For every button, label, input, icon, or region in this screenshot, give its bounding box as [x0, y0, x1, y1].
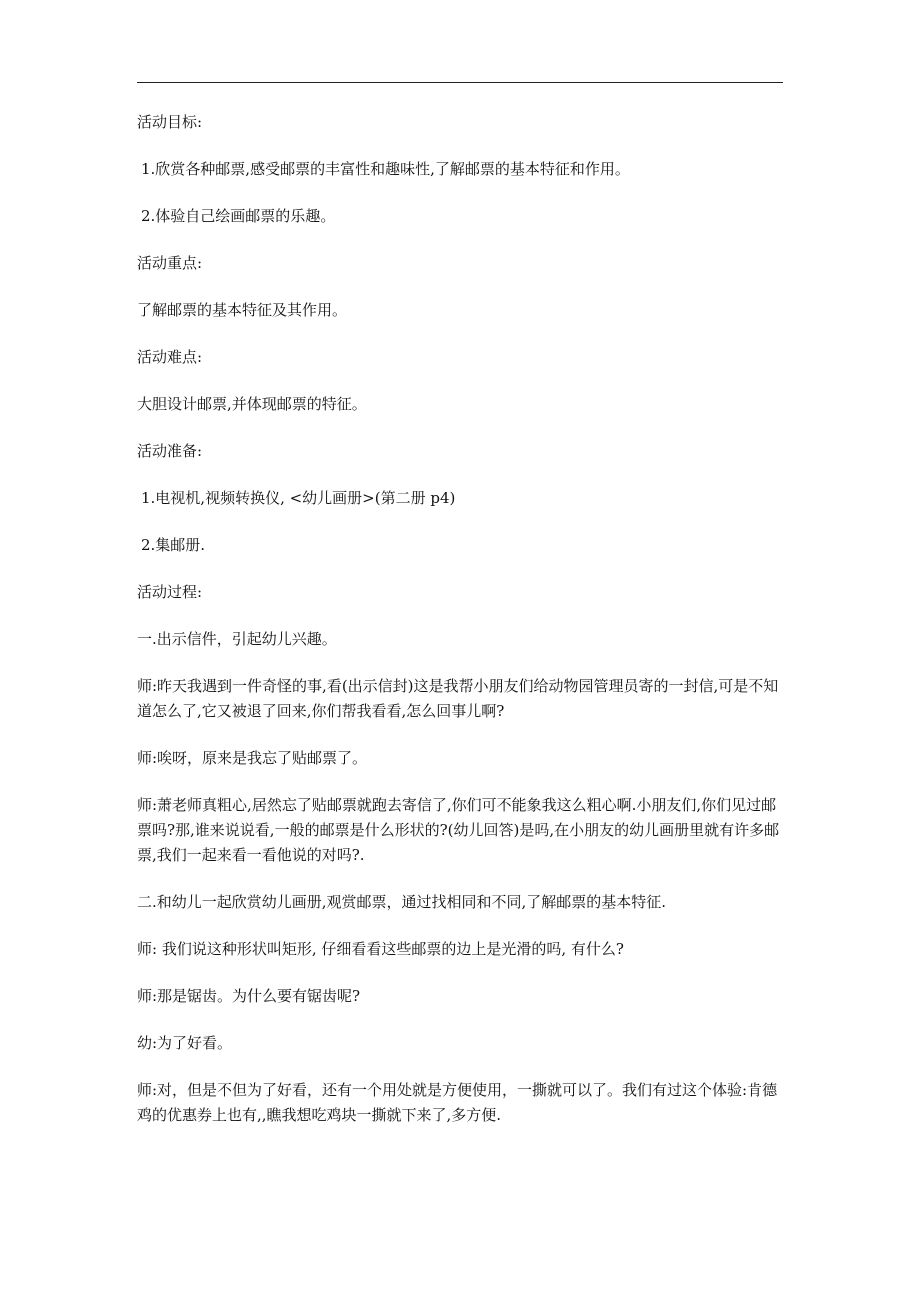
dialogue-paragraph: 师:那是锯齿。为什么要有锯齿呢? — [137, 987, 361, 1005]
heading-goals: 活动目标: — [137, 113, 203, 131]
heading-process: 活动过程: — [137, 583, 203, 601]
dialogue-paragraph: 师:萧老师真粗心,居然忘了贴邮票就跑去寄信了,你们可不能象我这么粗心啊.小朋友们,你们见过邮票吗?那,谁来说说看,一般的邮票是什么形状的?(幼儿回答)是吗,在小朋友的幼儿画册里就有许多邮票,我们一起来看一看他说的对吗?. — [137, 796, 780, 864]
goal-item-2: 2.体验自己绘画邮票的乐趣。 — [141, 207, 336, 225]
preparation-item-2: 2.集邮册. — [141, 536, 206, 554]
dialogue-paragraph: 师: 我们说这种形状叫矩形, 仔细看看这些邮票的边上是光滑的吗, 有什么? — [137, 940, 624, 958]
key-points-text: 了解邮票的基本特征及其作用。 — [137, 301, 348, 319]
dialogue-paragraph: 师:对，但是不但为了好看，还有一个用处就是方便使用，一撕就可以了。我们有过这个体验:肯德鸡的优惠券上也有,,瞧我想吃鸡块一撕就下来了,多方便. — [137, 1081, 778, 1124]
difficulty-text: 大胆设计邮票,并体现邮票的特征。 — [137, 395, 367, 413]
process-step-1: 一.出示信件，引起幼儿兴趣。 — [137, 630, 337, 648]
heading-key-points: 活动重点: — [137, 254, 203, 272]
goal-item-1: 1.欣赏各种邮票,感受邮票的丰富性和趣味性,了解邮票的基本特征和作用。 — [141, 160, 630, 178]
heading-preparation: 活动准备: — [137, 442, 203, 460]
document-body — [137, 110, 787, 1128]
process-step-2: 二.和幼儿一起欣赏幼儿画册,观赏邮票，通过找相同和不同,了解邮票的基本特征. — [137, 893, 667, 911]
header-rule — [137, 82, 783, 83]
dialogue-paragraph: 幼:为了好看。 — [137, 1034, 233, 1052]
dialogue-paragraph: 师:唉呀，原来是我忘了贴邮票了。 — [137, 749, 368, 767]
heading-difficulty: 活动难点: — [137, 348, 203, 366]
preparation-item-1: 1.电视机,视频转换仪, <幼儿画册>(第二册 p4) — [141, 489, 456, 507]
dialogue-paragraph: 师:昨天我遇到一件奇怪的事,看(出示信封)这是我帮小朋友们给动物园管理员寄的一封信,可是不知道怎么了,它又被退了回来,你们帮我看看,怎么回事儿啊? — [137, 677, 779, 720]
